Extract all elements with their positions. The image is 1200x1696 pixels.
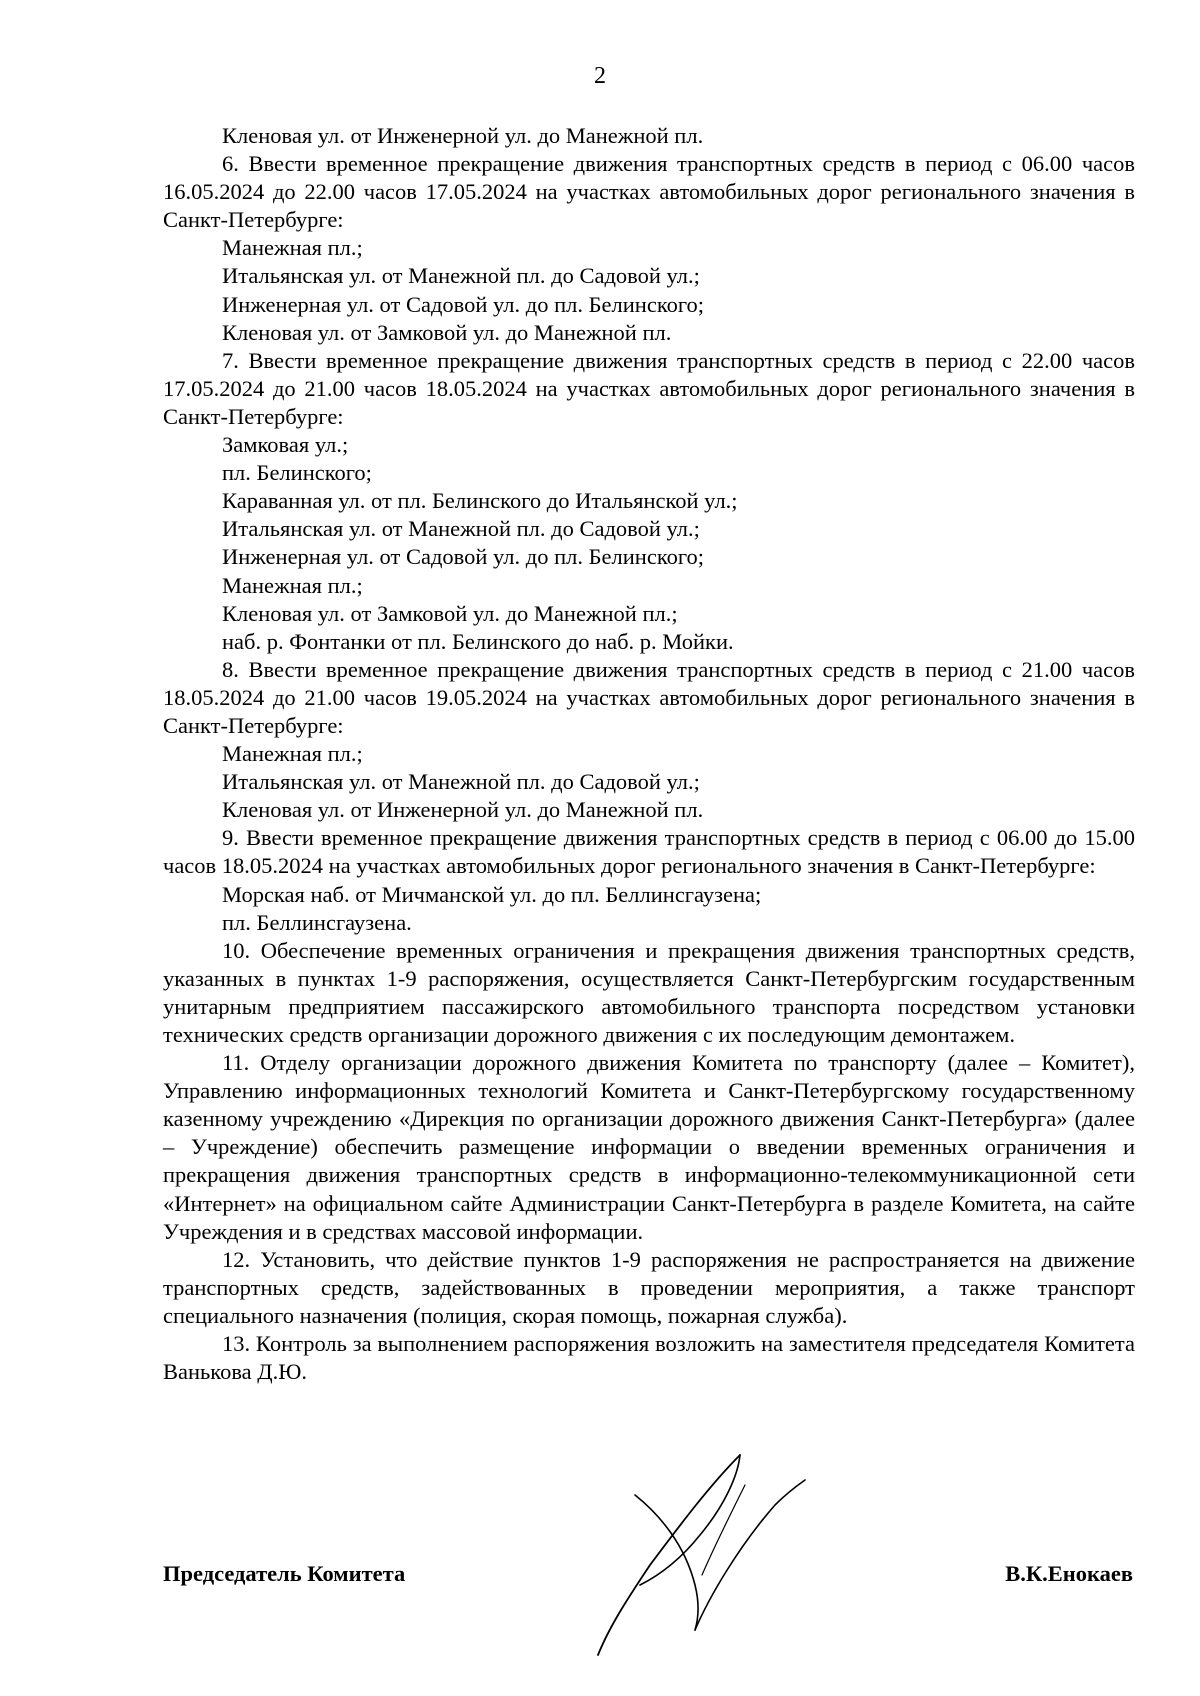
road-item: наб. р. Фонтанки от пл. Белинского до наб. р. Мойки.: [222, 628, 734, 654]
road-item: Замковая ул.;: [222, 432, 349, 458]
road-item: пл. Белинского;: [222, 460, 372, 486]
road-item: Манежная пл.;: [222, 572, 363, 598]
road-item: Морская наб. от Мичманской ул. до пл. Беллинсгаузена;: [222, 881, 762, 907]
road-item: Инженерная ул. от Садовой ул. до пл. Белинского;: [222, 291, 705, 317]
road-item: Караванная ул. от пл. Белинского до Итальянской ул.;: [222, 488, 738, 514]
handwritten-signature: [590, 1445, 830, 1665]
paragraph-9: 9. Ввести временное прекращение движения транспортных средств в период с 06.00 до 15.00 часов 18.05.2024 на участках автомобильных дорог регионального значения в Санкт-Петербурге:: [163, 825, 1135, 879]
document-body: [163, 122, 1135, 1386]
road-item: Кленовая ул. от Инженерной ул. до Манежной пл.: [222, 797, 704, 823]
signatory-name: В.К.Енокаев: [1005, 1561, 1133, 1586]
road-item: Манежная пл.;: [222, 741, 363, 767]
road-item: Кленовая ул. от Замковой ул. до Манежной пл.;: [222, 600, 678, 626]
paragraph-11: 11. Отделу организации дорожного движения Комитета по транспорту (далее – Комитет), Управлению информационных технологий Комитета и Санкт-Петербургскому государственному казенному учреждению «Дирекция по организации дорожного движения Санкт-Петербурга» (далее – Учреждение) обеспечить размещение информации о введении временных ограничения и прекращения движения транспортных средств в информационно-телекоммуникационной сети «Интернет» на официальном сайте Администрации Санкт-Петербурга в разделе Комитета, на сайте Учреждения и в средствах массовой информации.: [163, 1050, 1135, 1244]
paragraph-8: 8. Ввести временное прекращение движения транспортных средств в период с 21.00 часов 18.05.2024 до 21.00 часов 19.05.2024 на участках автомобильных дорог регионального значения в Санкт-Петербурге:: [163, 656, 1135, 738]
paragraph-7: 7. Ввести временное прекращение движения транспортных средств в период с 22.00 часов 17.05.2024 до 21.00 часов 18.05.2024 на участках автомобильных дорог регионального значения в Санкт-Петербурге:: [163, 347, 1135, 429]
road-item: Манежная пл.;: [222, 235, 363, 261]
road-item: Кленовая ул. от Замковой ул. до Манежной пл.: [222, 319, 672, 345]
signatory-title: Председатель Комитета: [163, 1561, 406, 1586]
paragraph-10: 10. Обеспечение временных ограничения и прекращения движения транспортных средств, указанных в пунктах 1-9 распоряжения, осуществляется Санкт-Петербургским государственным унитарным предприятием пассажирского автомобильного транспорта посредством установки технических средств организации дорожного движения с их последующим демонтажем.: [163, 937, 1135, 1047]
road-item: Итальянская ул. от Манежной пл. до Садовой ул.;: [222, 263, 700, 289]
road-item: Инженерная ул. от Садовой ул. до пл. Белинского;: [222, 544, 705, 570]
road-item: Кленовая ул. от Инженерной ул. до Манежной пл.: [222, 123, 704, 148]
road-item: Итальянская ул. от Манежной пл. до Садовой ул.;: [222, 769, 700, 795]
paragraph-6: 6. Ввести временное прекращение движения транспортных средств в период с 06.00 часов 16.05.2024 до 22.00 часов 17.05.2024 на участках автомобильных дорог регионального значения в Санкт-Петербурге:: [163, 151, 1135, 233]
paragraph-12: 12. Установить, что действие пунктов 1-9 распоряжения не распространяется на движение транспортных средств, задействованных в проведении мероприятия, а также транспорт специального назначения (полиция, скорая помощь, пожарная служба).: [163, 1246, 1135, 1328]
road-item: Итальянская ул. от Манежной пл. до Садовой ул.;: [222, 516, 700, 542]
paragraph-13: 13. Контроль за выполнением распоряжения возложить на заместителя председателя Комитета Ванькова Д.Ю.: [163, 1331, 1135, 1385]
page-number: 2: [594, 63, 606, 89]
road-item: пл. Беллинсгаузена.: [222, 909, 412, 935]
